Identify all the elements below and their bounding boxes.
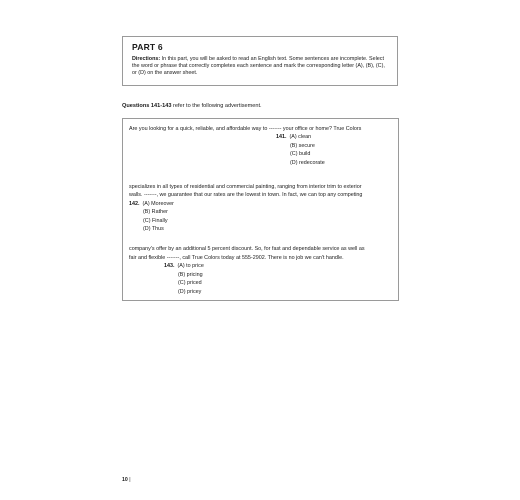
page-number: 10 | [122, 477, 131, 483]
question-143-option-c: (C) priced [178, 280, 202, 287]
question-143-option-d: (D) pricey [178, 288, 202, 295]
passage-line: walls. -------, we guarantee that our rates are the lowest in town. In fact, we can top any competing [129, 192, 363, 199]
question-143-options [129, 262, 392, 296]
question-142-option-d: (D) Thus [143, 226, 164, 233]
question-141-option-d: (D) redecorate [290, 159, 325, 166]
questions-ref-text: refer to the following advertisement. [171, 103, 262, 109]
passage-line: fair and flexible -------, call True Colors today at 555-2902. There is no job we can't handle. [129, 254, 344, 261]
question-141-options [129, 133, 392, 167]
passage-line: specializes in all types of residential and commercial painting, ranging from interior trim to exterior [129, 184, 362, 191]
passage-line: Are you looking for a quick, reliable, and affordable way to ------- your office or home? True Colors [129, 126, 362, 132]
question-141-option-a: 141. (A) clean [276, 134, 312, 141]
question-142-options [129, 200, 392, 234]
advertisement-passage [122, 118, 399, 301]
question-143-option-a: 143. (A) to price [164, 263, 204, 270]
part-title: PART 6 [132, 42, 163, 52]
directions-text [132, 56, 388, 78]
question-143-option-b: (B) pricing [178, 271, 203, 278]
questions-reference [122, 103, 262, 109]
question-142-number: 142. [129, 200, 140, 207]
part-6-directions-box [122, 36, 398, 86]
questions-range: Questions 141-143 [122, 103, 172, 109]
question-141-option-c: (C) build [290, 151, 311, 158]
question-143-number: 143. [164, 263, 175, 270]
passage-line: company's offer by an additional 5 percent discount. So, for fast and dependable service as well as [129, 246, 365, 253]
question-142-option-a: 142. (A) Moreover [129, 200, 174, 207]
question-142-option-c: (C) Finally [143, 217, 168, 224]
question-141-number: 141. [276, 134, 287, 141]
directions-body: In this part, you will be asked to read an English text. Some sentences are incomplete. Select the word or phrase that correctly completes each sentence and mark the corresponding letter (A), (B), (C), or (D) on the answer sheet. [132, 56, 385, 77]
directions-label: Directions: [132, 56, 161, 62]
question-142-option-b: (B) Rather [143, 209, 168, 216]
question-141-option-b: (B) secure [290, 142, 315, 149]
